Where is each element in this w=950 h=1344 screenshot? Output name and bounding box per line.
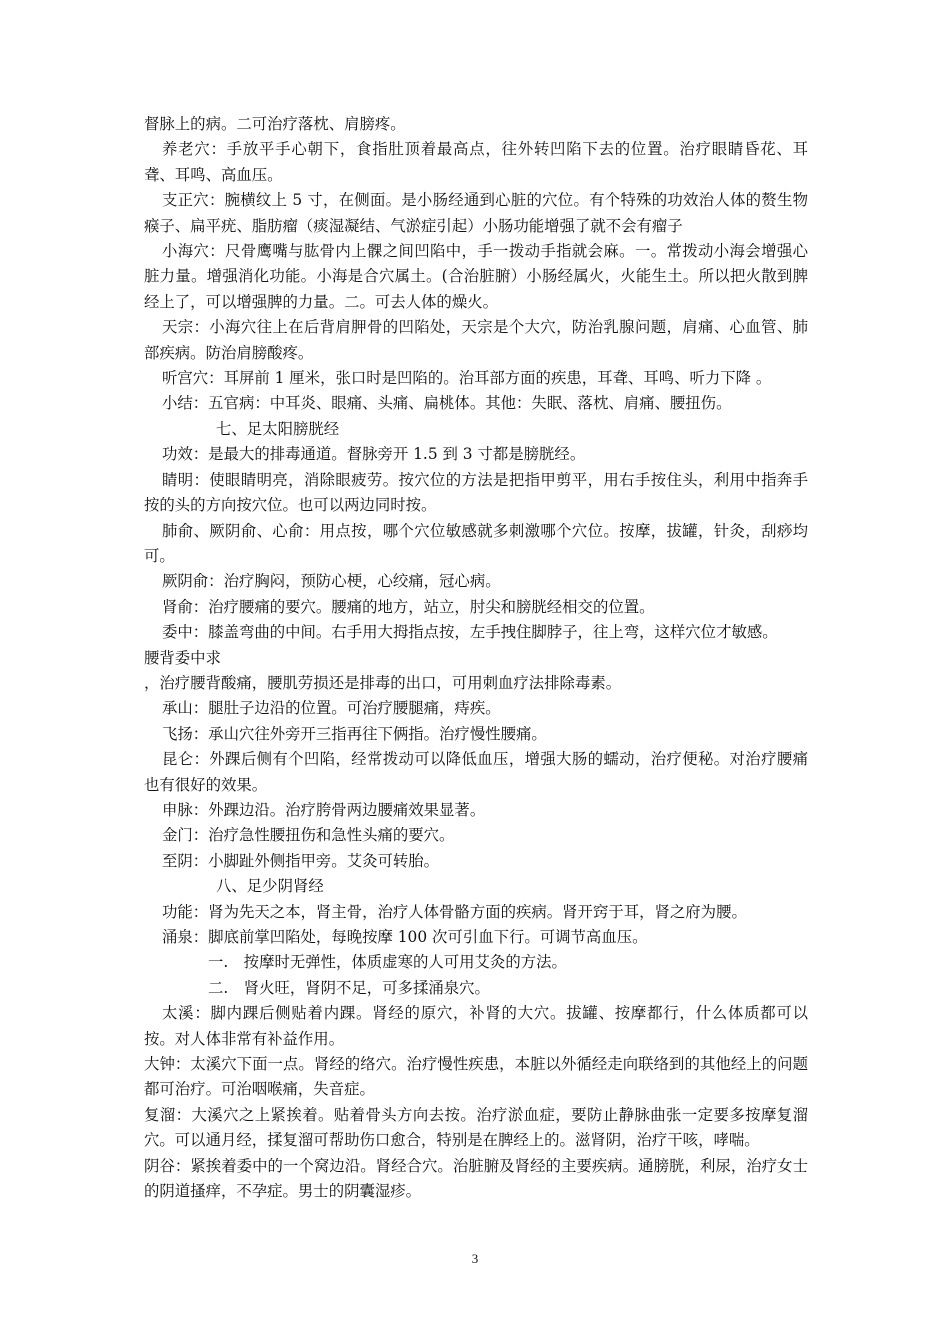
paragraph: 腰背委中求 [144,648,221,667]
paragraph: 委中：膝盖弯曲的中间。右手用大拇指点按，左手拽住脚脖子，往上弯，这样穴位才敏感。 [162,623,778,642]
paragraph: 功能：肾为先天之本，肾主骨，治疗人体骨骼方面的疾病。肾开窍于耳，肾之府为腰。 [162,902,747,921]
paragraph: 承山：腿肚子边沿的位置。可治疗腰腿痛，痔疾。 [162,699,501,718]
paragraph: 涌泉：脚底前掌凹陷处，每晚按摩 100 次可引血下行。可调节高血压。 [162,928,648,946]
paragraph: 复溜：大溪穴之上紧挨着。贴着骨头方向去按。治疗淤血症，要防止静脉曲张一定要多按摩复溜穴。可以通月经，揉复溜可帮助伤口愈合，特别是在脾经上的。滋肾阴，治疗干咳，哮喘。 [144,1105,808,1150]
paragraph: 天宗：小海穴往上在后背肩胛骨的凹陷处，天宗是个大穴，防治乳腺问题，肩痛、心血管、肺部疾病。防治肩膀酸疼。 [144,318,808,362]
paragraph: 厥阴俞：治疗胸闷，预防心梗，心绞痛，冠心病。 [162,572,501,591]
paragraph: 至阴：小脚趾外侧指甲旁。艾灸可转胎。 [162,851,440,870]
paragraph: 功效：是最大的排毒通道。督脉旁开 1.5 到 3 寸都是膀胱经。 [162,445,586,464]
paragraph: 一. 按摩时无弹性，体质虚寒的人可用艾灸的方法。 [208,953,567,972]
paragraph: ，治疗腰背酸痛，腰肌劳损还是排毒的出口，可用刺血疗法排除毒素。 [144,673,622,692]
paragraph: 督脉上的病。二可治疗落枕、肩膀疼。 [144,115,406,133]
paragraph: 肺俞、厥阴俞、心俞：用点按，哪个穴位敏感就多刺激哪个穴位。按摩，拔罐，针灸，刮痧均可。 [144,521,808,565]
paragraph: 肾俞：治疗腰痛的要穴。腰痛的地方，站立，肘尖和膀胱经相交的位置。 [162,597,655,616]
paragraph: 二. 肾火旺，肾阴不足，可多揉涌泉穴。 [208,978,490,997]
paragraph: 小结：五官病：中耳炎、眼痛、头痛、扁桃体。其他：失眠、落枕、肩痛、腰扭伤。 [162,394,732,413]
paragraph: 飞扬：承山穴往外旁开三指再往下俩指。治疗慢性腰痛。 [162,724,547,743]
paragraph: 太溪：脚内踝后侧贴着内踝。肾经的原穴，补肾的大穴。拔罐、按摩都行，什么体质都可以按。对人体非常有补益作用。 [144,1004,808,1048]
paragraph: 养老穴：手放平手心朝下，食指肚顶着最高点，往外转凹陷下去的位置。治疗眼睛昏花、耳聋、耳鸣、高血压。 [144,140,808,184]
paragraph: 支正穴：腕横纹上 5 寸，在侧面。是小肠经通到心脏的穴位。有个特殊的功效治人体的赘生物瘊子、扁平疣、脂肪瘤（痰湿凝结、气淤症引起）小肠功能增强了就不会有瘤子 [144,191,808,235]
paragraph: 睛明：使眼睛明亮，消除眼疲劳。按穴位的方法是把指甲剪平，用右手按住头，利用中指奔手按的头的方向按穴位。也可以两边同时按。 [144,470,808,515]
paragraph: 金门：治疗急性腰扭伤和急性头痛的要穴。 [162,826,455,845]
paragraph: 大钟：太溪穴下面一点。肾经的络穴。治疗慢性疾患，本脏以外循经走向联络到的其他经上的问题都可治疗。可治咽喉痛，失音症。 [144,1055,808,1099]
page-number: 3 [471,1251,479,1266]
paragraph: 申脉：外踝边沿。治疗胯骨两边腰痛效果显著。 [162,800,486,819]
body-text [144,112,808,1204]
paragraph: 昆仑：外踝后侧有个凹陷，经常拨动可以降低血压，增强大肠的蠕动，治疗便秘。对治疗腰痛也有很好的效果。 [144,750,808,794]
paragraph: 小海穴：尺骨鹰嘴与肱骨内上髁之间凹陷中，手一拨动手指就会麻。一。常拨动小海会增强心脏力量。增强消化功能。小海是合穴属土。(合治脏腑）小肠经属火，火能生土。所以把火散到脾经上了，可以增强脾的力量。二。可去人体的燥火。 [144,242,808,311]
section-heading: 七、足太阳膀胱经 [216,419,340,438]
section-heading: 八、足少阴肾经 [216,877,324,896]
paragraph: 阴谷：紧挨着委中的一个窝边沿。肾经合穴。治脏腑及肾经的主要疾病。通膀胱，利尿，治疗女士的阴道搔痒，不孕症。男士的阴囊湿疹。 [144,1156,808,1201]
paragraph: 听宫穴：耳屏前 1 厘米，张口时是凹陷的。治耳部方面的疾患，耳聋、耳鸣、听力下降 。 [162,369,772,388]
